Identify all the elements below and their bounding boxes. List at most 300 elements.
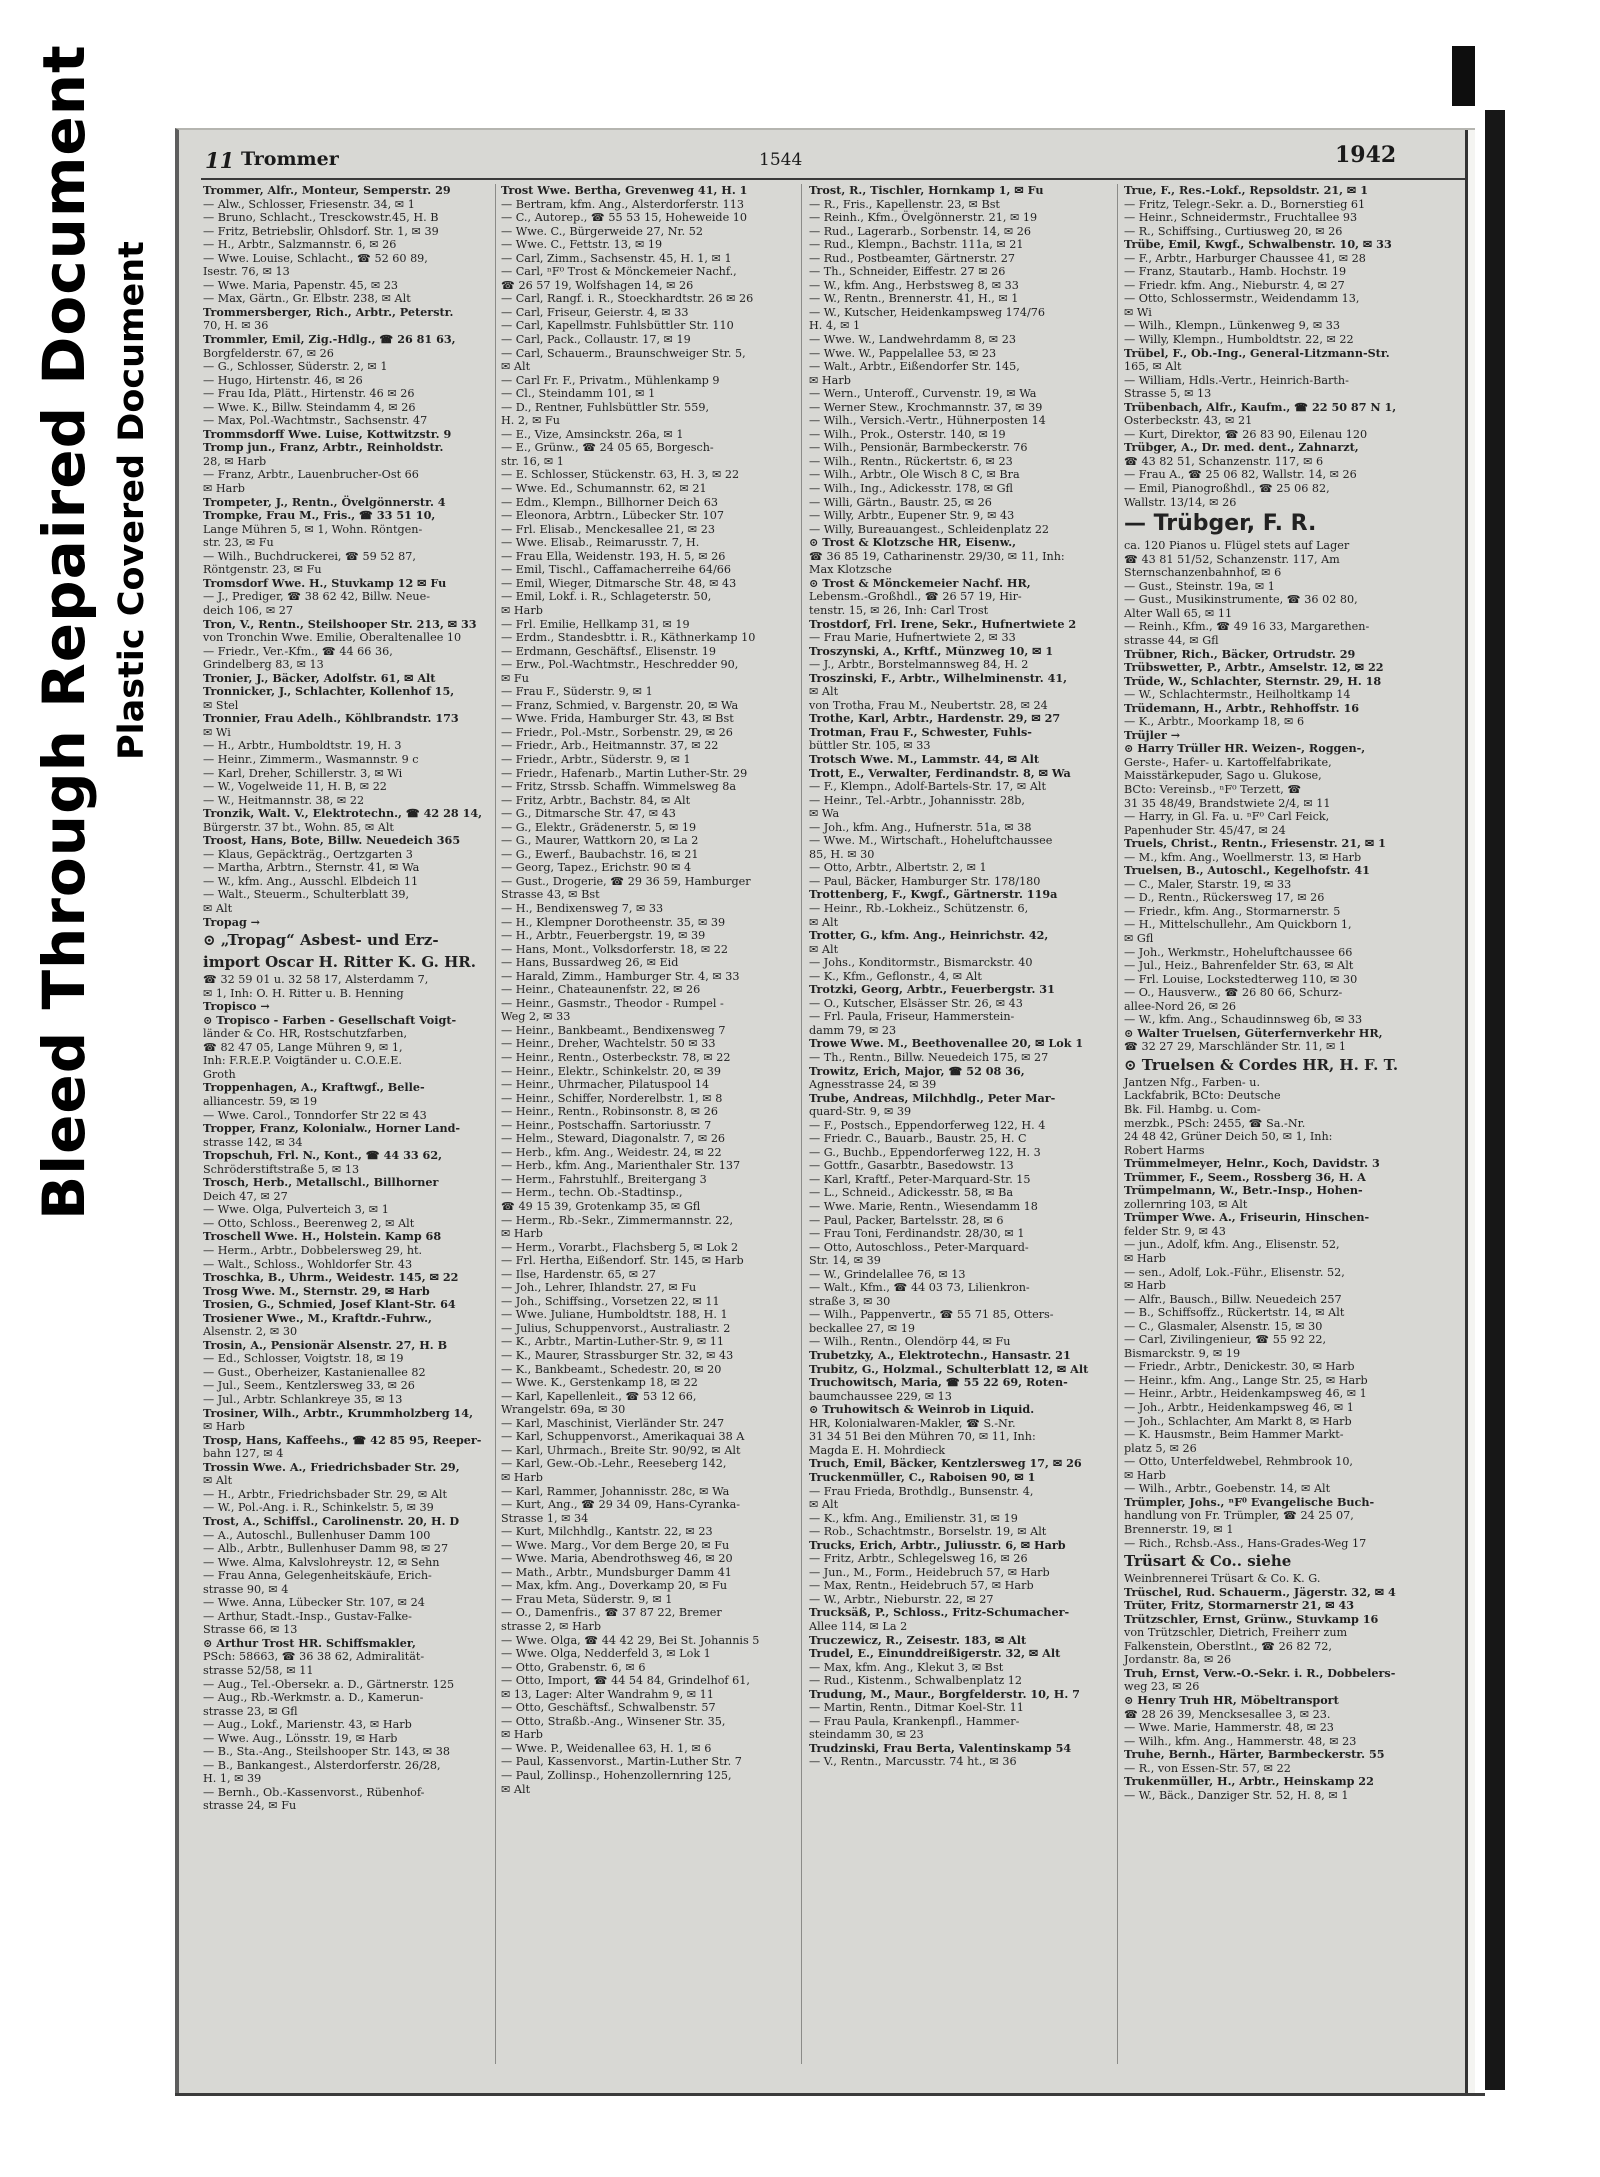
directory-entry: — Heinr., Gasmstr., Theodor - Rumpel - xyxy=(501,996,724,1010)
directory-entry: — G., Ditmarsche Str. 47, ✉ 43 xyxy=(501,807,676,821)
directory-entry: — Frl. Hertha, Eißendorf. Str. 145, ✉ Harb xyxy=(501,1254,744,1268)
directory-entry: — Joh., Schlachter, Am Markt 8, ✉ Harb xyxy=(1124,1414,1352,1428)
directory-entry: ✉ Harb xyxy=(501,1728,543,1742)
header-rule xyxy=(201,178,1465,180)
directory-entry: Lebensm.-Großhdl., ☎ 26 57 19, Hir- xyxy=(809,590,1022,604)
directory-entry: — Jul., Seem., Kentzlersweg 33, ✉ 26 xyxy=(203,1379,415,1393)
directory-entry: weg 23, ✉ 26 xyxy=(1124,1680,1200,1694)
directory-entry: tenstr. 15, ✉ 26, Inh: Carl Trost xyxy=(809,603,989,617)
directory-entry: — F., Klempn., Adolf-Bartels-Str. 17, ✉ Alt xyxy=(809,780,1046,794)
directory-entry: Tromsdorf Wwe. H., Stuvkamp 12 ✉ Fu xyxy=(203,575,447,590)
directory-entry: — Emil, Pianogroßhdl., ☎ 25 06 82, xyxy=(1124,482,1330,496)
directory-entry: str. 23, ✉ Fu xyxy=(203,536,274,550)
directory-entry: — Th., Rentn., Billw. Neuedeich 175, ✉ 27 xyxy=(809,1051,1049,1064)
directory-entry: ☎ 49 15 39, Grotenkamp 35, ✉ Gfl xyxy=(501,1200,701,1214)
directory-entry: Trudel, E., Einunddreißigerstr. 32, ✉ Alt xyxy=(809,1646,1061,1661)
directory-entry: platz 5, ✉ 26 xyxy=(1124,1441,1197,1455)
directory-entry: — Heinr., Tel.-Arbtr., Johannisstr. 28b, xyxy=(809,793,1025,807)
directory-entry: — W., kfm. Ang., Schaudinnsweg 6b, ✉ 33 xyxy=(1124,1013,1363,1027)
directory-entry: ✉ 13, Lager: Alter Wandrahm 9, ✉ 11 xyxy=(501,1687,714,1701)
directory-entry: Max Klotzsche xyxy=(809,563,892,577)
directory-entry: — Wwe. Aug., Lönsstr. 19, ✉ Harb xyxy=(203,1731,398,1745)
directory-entry: — Gottfr., Gasarbtr., Basedowstr. 13 xyxy=(809,1159,1014,1173)
directory-entry: Truels, Christ., Rentn., Friesenstr. 21, ✉ 1 xyxy=(1124,836,1386,851)
directory-entry: — Ed., Schlosser, Voigtstr. 18, ✉ 19 xyxy=(203,1352,404,1366)
directory-column-4 xyxy=(1124,184,1424,1802)
directory-entry: — Wwe. Maria, Abendrothsweg 46, ✉ 20 xyxy=(501,1552,733,1566)
directory-entry: str. 16, ✉ 1 xyxy=(501,454,564,468)
running-head-name: Trommer xyxy=(241,148,339,170)
directory-entry: Trudzinski, Frau Berta, Valentinskamp 54 xyxy=(809,1740,1072,1755)
directory-entry: Trompke, Frau M., Fris., ☎ 33 51 10, xyxy=(203,508,436,523)
directory-entry: — Gust., Steinstr. 19a, ✉ 1 xyxy=(1124,579,1275,593)
directory-entry: Trosg Wwe. M., Sternstr. 29, ✉ Harb xyxy=(203,1283,430,1298)
directory-entry: — Wwe. Marg., Vor dem Berge 20, ✉ Fu xyxy=(501,1538,730,1552)
directory-entry: von Trützschler, Dietrich, Freiherr zum xyxy=(1124,1626,1348,1640)
directory-entry: Trübel, F., Ob.-Ing., General-Litzmann-Str. xyxy=(1124,345,1390,360)
directory-entry: baumchaussee 229, ✉ 13 xyxy=(809,1389,952,1403)
directory-entry: Gerste-, Hafer- u. Kartoffelfabrikate, xyxy=(1124,755,1332,769)
directory-entry: — Frau Paula, Krankenpfl., Hammer- xyxy=(809,1714,1020,1728)
directory-entry: alliancestr. 59, ✉ 19 xyxy=(203,1095,318,1108)
directory-entry: — sen., Adolf, Lok.-Führ., Elisenstr. 52, xyxy=(1124,1265,1345,1279)
directory-entry: — Wwe. K., Gerstenkamp 18, ✉ 22 xyxy=(501,1376,698,1390)
directory-entry: — Reinh., Kfm., Övelgönnerstr. 21, ✉ 19 xyxy=(809,211,1038,225)
directory-entry: Trümpler, Johs., ⁿF⁰ Evangelische Buch- xyxy=(1124,1494,1375,1509)
directory-entry: — Heinr., kfm. Ang., Lange Str. 25, ✉ Harb xyxy=(1124,1373,1368,1387)
directory-entry: — Max, kfm. Ang., Klekut 3, ✉ Bst xyxy=(809,1660,1004,1674)
directory-entry: — Aug., Lokf., Marienstr. 43, ✉ Harb xyxy=(203,1718,412,1732)
directory-entry: — Frau Anna, Gelegenheitskäufe, Erich- xyxy=(203,1569,432,1583)
directory-entry: — Heinr., Chateaunenfstr. 22, ✉ 26 xyxy=(501,983,701,997)
directory-entry: Tropag → xyxy=(203,914,261,929)
directory-entry: ✉ Harb xyxy=(501,603,543,617)
directory-entry: — Willy, Klempn., Humboldtstr. 22, ✉ 22 xyxy=(1124,333,1354,347)
directory-entry: — Bruno, Schlacht., Tresckowstr.45, H. B xyxy=(203,211,439,225)
directory-entry: ✉ Harb xyxy=(501,1470,543,1484)
binding-edge xyxy=(1485,110,1505,2090)
directory-entry: — K., kfm. Ang., Emilienstr. 31, ✉ 19 xyxy=(809,1511,1018,1525)
directory-entry: — Franz, Schmied, v. Bargenstr. 20, ✉ Wa xyxy=(501,698,739,712)
directory-entry: — Herm., Fahrstuhlf., Breitergang 3 xyxy=(501,1172,707,1186)
directory-entry: Troschell Wwe. H., Holstein. Kamp 68 xyxy=(203,1229,442,1244)
directory-entry: — Herm., Arbtr., Dobbelersweg 29, ht. xyxy=(203,1244,423,1258)
directory-entry: ✉ Alt xyxy=(501,1782,531,1796)
directory-entry: ✉ Alt xyxy=(501,360,531,374)
directory-entry: — Wwe. M., Wirtschaft., Hoheluftchaussee xyxy=(809,834,1053,848)
directory-entry: ✉ Harb xyxy=(203,1420,245,1434)
directory-entry: Trommler, Emil, Zig.-Hdlg., ☎ 26 81 63, xyxy=(203,332,456,347)
directory-entry: — Werner Stew., Krochmannstr. 37, ✉ 39 xyxy=(809,400,1043,414)
directory-entry: — Joh., Arbtr., Heidenkampsweg 46, ✉ 1 xyxy=(1124,1401,1354,1415)
directory-entry: — Emil, Tischl., Caffamacherreihe 64/66 xyxy=(501,563,732,577)
directory-entry: — O., Kutscher, Elsässer Str. 26, ✉ 43 xyxy=(809,996,1023,1010)
directory-entry: ✉ Harb xyxy=(1124,1252,1166,1266)
directory-column-2 xyxy=(501,184,791,1796)
directory-entry: — G., Schlosser, Süderstr. 2, ✉ 1 xyxy=(203,360,388,374)
directory-entry: Brennerstr. 19, ✉ 1 xyxy=(1124,1522,1234,1536)
directory-entry: H. 1, ✉ 39 xyxy=(203,1772,262,1786)
directory-entry: strasse 2, ✉ Harb xyxy=(501,1619,602,1633)
directory-entry: 165, ✉ Alt xyxy=(1124,360,1182,374)
directory-entry: Trostdorf, Frl. Irene, Sekr., Hufnertwiete 2 xyxy=(809,616,1077,631)
directory-entry: ☎ 32 27 29, Marschländer Str. 11, ✉ 1 xyxy=(1124,1040,1347,1054)
directory-entry: — Frau Marie, Hufnertwiete 2, ✉ 33 xyxy=(809,631,1016,645)
directory-entry: — Rud., Kistenm., Schwalbenplatz 12 xyxy=(809,1674,1023,1688)
directory-entry: — H., Klempner Dorotheenstr. 35, ✉ 39 xyxy=(501,915,726,929)
directory-entry: — Wilh., Pappenvertr., ☎ 55 71 85, Otters- xyxy=(809,1308,1054,1322)
directory-entry: — Wwe. W., Landwehrdamm 8, ✉ 23 xyxy=(809,333,1016,347)
directory-entry: ⊙ Walter Truelsen, Güterfernverkehr HR, xyxy=(1124,1025,1383,1040)
directory-entry: — Joh., kfm. Ang., Hufnerstr. 51a, ✉ 38 xyxy=(809,820,1032,834)
directory-entry: Tropper, Franz, Kolonialw., Horner Land- xyxy=(203,1121,461,1136)
directory-entry: ✉ Fu xyxy=(501,671,529,685)
directory-entry: — Friedr., Hafenarb., Martin Luther-Str. 29 xyxy=(501,766,748,780)
directory-entry: — J., Arbtr., Borstelmannsweg 84, H. 2 xyxy=(809,658,1029,672)
directory-entry: — Karl, Maschinist, Vierländer Str. 247 xyxy=(501,1416,725,1430)
directory-entry: — Carl, Schauerm., Braunschweiger Str. 5, xyxy=(501,346,746,360)
directory-entry: Trümmelmeyer, Helnr., Koch, Davidstr. 3 xyxy=(1124,1156,1380,1171)
directory-entry: — H., Arbtr., Feuerbergstr. 19, ✉ 39 xyxy=(501,929,706,943)
directory-entry: — Th., Schneider, Eiffestr. 27 ✉ 26 xyxy=(809,265,1006,279)
directory-entry: — H., Arbtr., Humboldtstr. 19, H. 3 xyxy=(203,739,402,753)
directory-entry: Trott, E., Verwalter, Ferdinandstr. 8, ✉ Wa xyxy=(809,765,1071,780)
directory-entry: strasse 52/58, ✉ 11 xyxy=(203,1663,314,1677)
directory-entry: deich 106, ✉ 27 xyxy=(203,603,294,617)
directory-entry: — Alw., Schlosser, Friesenstr. 34, ✉ 1 xyxy=(203,197,415,211)
directory-entry: — Heinr., Arbtr., Heidenkampsweg 46, ✉ 1 xyxy=(1124,1387,1367,1401)
directory-entry: — W., Schlachtermstr., Heilholtkamp 14 xyxy=(1124,688,1351,702)
directory-entry: Trübe, Emil, Kwgf., Schwalbenstr. 10, ✉ 33 xyxy=(1124,237,1392,252)
directory-entry: — Wwe. Anna, Lübecker Str. 107, ✉ 24 xyxy=(203,1596,425,1610)
directory-entry: Isestr. 76, ✉ 13 xyxy=(203,265,290,279)
directory-entry: — W., Bäck., Danziger Str. 52, H. 8, ✉ 1 xyxy=(1124,1788,1349,1802)
directory-entry: Trüter, Fritz, Stormarnerstr 21, ✉ 43 xyxy=(1124,1598,1355,1613)
directory-entry: Str. 14, ✉ 39 xyxy=(809,1254,881,1268)
directory-entry: — Hans, Bussardweg 26, ✉ Eid xyxy=(501,956,679,970)
directory-entry: — Martin, Rentn., Ditmar Koel-Str. 11 xyxy=(809,1701,1024,1715)
directory-entry: Trübger, A., Dr. med. dent., Zahnarzt, xyxy=(1124,440,1359,455)
directory-entry: Trost Wwe. Bertha, Grevenweg 41, H. 1 xyxy=(501,183,748,197)
page-header xyxy=(179,130,1465,180)
bleed-through-repaired-label xyxy=(30,44,98,1220)
directory-entry: strasse 90, ✉ 4 xyxy=(203,1582,289,1596)
directory-entry: — Walt., Arbtr., Eißendorfer Str. 145, xyxy=(809,360,1020,374)
directory-entry: Deich 47, ✉ 27 xyxy=(203,1189,288,1203)
directory-entry: — Otto, Autoschloss., Peter-Marquard- xyxy=(809,1240,1029,1254)
directory-entry: — Frl. Louise, Lockstedterweg 110, ✉ 30 xyxy=(1124,972,1358,986)
directory-entry: — E., Grünw., ☎ 24 05 65, Borgesch- xyxy=(501,441,714,455)
directory-entry: — R., Fris., Kapellenstr. 23, ✉ Bst xyxy=(809,197,1000,211)
directory-entry: — Rob., Schachtmstr., Borselstr. 19, ✉ Alt xyxy=(809,1525,1047,1539)
directory-entry: Tron, V., Rentn., Steilshooper Str. 213, ✉ 33 xyxy=(203,616,477,631)
directory-entry: ☎ 26 57 19, Wolfshagen 14, ✉ 26 xyxy=(501,278,694,292)
directory-entry: Osterbeckstr. 43, ✉ 21 xyxy=(1124,414,1253,428)
directory-entry: — Gust., Musikinstrumente, ☎ 36 02 80, xyxy=(1124,593,1358,607)
directory-entry: — Otto, Unterfeldwebel, Rehmbrook 10, xyxy=(1124,1455,1353,1469)
directory-entry: — Heinr., Schneidermstr., Fruchtallee 93 xyxy=(1124,211,1358,225)
directory-entry: Alter Wall 65, ✉ 11 xyxy=(1124,606,1233,620)
directory-entry: bahn 127, ✉ 4 xyxy=(203,1447,284,1461)
directory-entry: — Carl, Zivilingenieur, ☎ 55 92 22, xyxy=(1124,1333,1327,1347)
directory-entry: — G., Ewerf., Baubachstr. 16, ✉ 21 xyxy=(501,847,699,861)
directory-entry: 31 34 51 Bei den Mühren 70, ✉ 11, Inh: xyxy=(809,1430,1036,1444)
directory-entry: Strasse 66, ✉ 13 xyxy=(203,1623,298,1637)
directory-entry: — Aug., Rb.-Werkmstr. a. D., Kamerun- xyxy=(203,1691,424,1705)
column-divider xyxy=(495,184,496,2064)
directory-entry: — Herm., techn. Ob.-Stadtinsp., xyxy=(501,1186,683,1200)
directory-entry: von Trotha, Frau M., Neubertstr. 28, ✉ 24 xyxy=(809,698,1048,712)
directory-entry: — B., Sta.-Ang., Steilshooper Str. 143, ✉ 38 xyxy=(203,1745,450,1759)
directory-entry: — Reinh., Kfm., ☎ 49 16 33, Margarethen- xyxy=(1124,620,1370,634)
directory-entry: — L., Schneid., Adickesstr. 58, ✉ Ba xyxy=(809,1186,1014,1200)
directory-entry: ✉ Alt xyxy=(203,1474,233,1488)
directory-entry: — Klaus, Gepäckträg., Oertzgarten 3 xyxy=(203,847,413,861)
directory-entry: — Wwe. Marie, Rentn., Wiesendamm 18 xyxy=(809,1200,1038,1214)
directory-entry: — Wilh., Arbtr., Goebenstr. 14, ✉ Alt xyxy=(1124,1482,1331,1496)
directory-entry: — H., Arbtr., Salzmannstr. 6, ✉ 26 xyxy=(203,238,397,252)
directory-entry: ☎ 36 85 19, Catharinenstr. 29/30, ✉ 11, Inh: xyxy=(809,549,1065,563)
directory-entry: Trümper Wwe. A., Friseurin, Hinschen- xyxy=(1124,1210,1370,1225)
directory-entry: — Heinr., Bankbeamt., Bendixensweg 7 xyxy=(501,1023,726,1037)
directory-entry: Tropisco → xyxy=(203,999,270,1014)
column-divider xyxy=(1117,184,1118,2064)
directory-entry: — Wwe. Juliane, Humboldtstr. 188, H. 1 xyxy=(501,1308,728,1322)
directory-entry: — W., Kutscher, Heidenkampsweg 174/76 xyxy=(809,305,1046,319)
directory-entry: — Hans, Mont., Volksdorferstr. 18, ✉ 22 xyxy=(501,942,729,956)
directory-entry: steindamm 30, ✉ 23 xyxy=(809,1728,924,1742)
directory-entry: ✉ Harb xyxy=(203,482,245,496)
directory-entry: — Wwe. Olga, Pulverteich 3, ✉ 1 xyxy=(203,1203,389,1217)
page-number: 1544 xyxy=(759,150,803,170)
directory-entry: Allee 114, ✉ La 2 xyxy=(809,1619,908,1633)
directory-entry: — William, Hdls.-Vertr., Heinrich-Barth- xyxy=(1124,373,1349,387)
directory-entry: Trübner, Rich., Bäcker, Ortrudstr. 29 xyxy=(1124,646,1356,661)
directory-entry: Truckenmüller, C., Raboisen 90, ✉ 1 xyxy=(809,1469,1036,1484)
directory-entry: — Karl, Dreher, Schillerstr. 3, ✉ Wi xyxy=(203,766,403,780)
directory-entry: — Heinr., Rb.-Lokheiz., Schützenstr. 6, xyxy=(809,901,1029,915)
directory-entry: — Harry, in Gl. Fa. u. ⁿF⁰ Carl Feick, xyxy=(1124,810,1330,824)
directory-entry: 85, H. ✉ 30 xyxy=(809,847,875,861)
directory-entry: Trotzki, Georg, Arbtr., Feuerbergstr. 31 xyxy=(809,982,1055,997)
directory-entry: — Julius, Schuppenvorst., Australiastr. 2 xyxy=(501,1321,731,1335)
directory-entry: Trudung, M., Maur., Borgfelderstr. 10, H. 7 xyxy=(809,1686,1080,1701)
directory-entry: — Wilh., Buchdruckerei, ☎ 59 52 87, xyxy=(203,549,416,563)
directory-entry: — Kurt, Milchhdlg., Kantstr. 22, ✉ 23 xyxy=(501,1525,713,1539)
directory-entry: — Carl, Rangf. i. R., Stoeckhardtstr. 26 ✉ 26 xyxy=(501,292,754,306)
directory-entry: Trotman, Frau F., Schwester, Fuhls- xyxy=(809,724,1032,739)
directory-entry: ✉ Alt xyxy=(809,1498,839,1512)
directory-entry: — Max, Pol.-Wachtmstr., Sachsenstr. 47 xyxy=(203,414,428,428)
directory-entry: — Fritz, Telegr.-Sekr. a. D., Bornerstieg 61 xyxy=(1124,197,1366,211)
directory-entry: H. 2, ✉ Fu xyxy=(501,414,560,428)
directory-entry: ✉ Alt xyxy=(809,942,839,956)
directory-entry: Trost, A., Schiffsl., Carolinenstr. 20, H. D xyxy=(203,1513,460,1528)
directory-entry: Trosp, Hans, Kaffeehs., ☎ 42 85 95, Reeper- xyxy=(203,1432,482,1447)
directory-entry: Tronnier, Frau Adelh., Köhlbrandstr. 173 xyxy=(203,711,459,726)
directory-entry: — Bertram, kfm. Ang., Alsterdorferstr. 113 xyxy=(501,197,744,211)
directory-entry: ⊙ Harry Trüller HR. Weizen-, Roggen-, xyxy=(1124,741,1366,756)
directory-entry: — E. Schlosser, Stückenstr. 63, H. 3, ✉ 22 xyxy=(501,468,740,482)
directory-entry: — Karl, Uhrmach., Breite Str. 90/92, ✉ Alt xyxy=(501,1443,741,1457)
directory-entry: Truchowitsch, Maria, ☎ 55 22 69, Roten- xyxy=(809,1375,1068,1390)
directory-entry: — V., Rentn., Marcusstr. 74 ht., ✉ 36 xyxy=(809,1755,1017,1769)
directory-entry: Trowe Wwe. M., Beethovenallee 20, ✉ Lok 1 xyxy=(809,1036,1084,1051)
directory-entry: — K., Arbtr., Martin-Luther-Str. 9, ✉ 11 xyxy=(501,1335,725,1349)
directory-entry: — D., Rentner, Fuhlsbüttler Str. 559, xyxy=(501,400,710,414)
directory-entry: — Friedr., Arb., Heitmannstr. 37, ✉ 22 xyxy=(501,739,719,753)
directory-entry: — Joh., Werkmstr., Hoheluftchaussee 66 xyxy=(1124,945,1353,959)
directory-entry: Groth xyxy=(203,1067,236,1081)
directory-entry: Trukenmüller, H., Arbtr., Heinskamp 22 xyxy=(1124,1774,1374,1789)
directory-entry: Trüjler → xyxy=(1124,727,1181,742)
directory-entry: — Frau Meta, Süderstr. 9, ✉ 1 xyxy=(501,1592,673,1606)
directory-entry: Trubitz, G., Holzmal., Schulterblatt 12, ✉ Alt xyxy=(809,1361,1089,1376)
page-bottom-edge xyxy=(175,2093,1485,2096)
directory-entry: Troost, Hans, Bote, Billw. Neuedeich 365 xyxy=(203,833,461,848)
directory-entry: Tronier, J., Bäcker, Adolfstr. 61, ✉ Alt xyxy=(203,670,436,685)
directory-entry: — Karl, Schuppenvorst., Amerikaquai 38 A xyxy=(501,1430,745,1444)
directory-entry: ⊙ Arthur Trost HR. Schiffsmakler, xyxy=(203,1635,416,1650)
directory-entry: — Wilh., kfm. Ang., Hammerstr. 48, ✉ 23 xyxy=(1124,1734,1357,1748)
directory-entry: Tronzik, Walt. V., Elektrotechn., ☎ 42 28 14, xyxy=(203,806,483,821)
directory-entry: — H., Mittelschullehr., Am Quickborn 1, xyxy=(1124,918,1352,932)
directory-entry: — Jul., Heiz., Bahrenfelder Str. 63, ✉ Alt xyxy=(1124,959,1354,973)
directory-entry: — Gust., Oberheizer, Kastanienallee 82 xyxy=(203,1365,426,1379)
directory-entry: — Rich., Rchsb.-Ass., Hans-Grades-Weg 17 xyxy=(1124,1536,1367,1550)
directory-entry: — Heinr., Rentn., Robinsonstr. 8, ✉ 26 xyxy=(501,1105,718,1119)
directory-entry: Trossin Wwe. A., Friedrichsbader Str. 29, xyxy=(203,1459,460,1474)
directory-entry: Truh, Ernst, Verw.-O.-Sekr. i. R., Dobbelers- xyxy=(1124,1665,1396,1680)
directory-entry: — Aug., Tel.-Obersekr. a. D., Gärtnerstr. 125 xyxy=(203,1677,455,1691)
directory-entry: ⊙ Trost & Klotzsche HR, Eisenw., xyxy=(809,535,1016,550)
directory-entry: — Wwe. Frida, Hamburger Str. 43, ✉ Bst xyxy=(501,712,734,726)
directory-entry: — Max, kfm. Ang., Doverkamp 20, ✉ Fu xyxy=(501,1579,728,1593)
directory-entry: Tromp jun., Franz, Arbtr., Reinholdstr. xyxy=(203,440,444,455)
directory-entry: felder Str. 9, ✉ 43 xyxy=(1124,1224,1226,1238)
directory-entry: Truczewicz, R., Zeisestr. 183, ✉ Alt xyxy=(809,1632,1027,1647)
directory-entry: Trottenberg, F., Kwgf., Gärtnerstr. 119a xyxy=(809,887,1058,902)
directory-entry: — Math., Arbtr., Mundsburger Damm 41 xyxy=(501,1565,732,1579)
directory-entry: ✉ Wi xyxy=(203,725,231,739)
directory-entry: Strasse 1, ✉ 34 xyxy=(501,1511,589,1525)
directory-entry: ☎ 82 47 05, Lange Mühren 9, ✉ 1, xyxy=(203,1040,403,1054)
directory-entry: ✉ Alt xyxy=(809,685,839,699)
directory-entry: — Wwe. C., Bürgerweide 27, Nr. 52 xyxy=(501,224,704,238)
directory-entry: — Wilh., Arbtr., Ole Wisch 8 C, ✉ Bra xyxy=(809,468,1020,482)
directory-entry: — Otto, Grabenstr. 6, ✉ 6 xyxy=(501,1660,646,1674)
directory-entry: — Frau Frieda, Brothdlg., Bunsenstr. 4, xyxy=(809,1484,1034,1498)
directory-entry: — F., Postsch., Eppendorferweg 122, H. 4 xyxy=(809,1118,1046,1132)
directory-entry: Wrangelstr. 69a, ✉ 30 xyxy=(501,1403,626,1417)
directory-entry: import Oscar H. Ritter K. G. HR. xyxy=(203,953,476,972)
directory-entry: — Otto, Schloss., Beerenweg 2, ✉ Alt xyxy=(203,1216,415,1230)
directory-entry: — Wilh., Klempn., Lünkenweg 9, ✉ 33 xyxy=(1124,319,1341,333)
directory-entry: Grindelberg 83, ✉ 13 xyxy=(203,658,324,672)
directory-entry: — Carl, ⁿF⁰ Trost & Mönckemeier Nachf., xyxy=(501,265,737,279)
directory-entry: — W., kfm. Ang., Herbstsweg 8, ✉ 33 xyxy=(809,278,1019,292)
directory-entry: — Erdm., Standesbttr. i. R., Käthnerkamp 10 xyxy=(501,631,756,645)
directory-entry: — Jul., Arbtr. Schlankreye 35, ✉ 13 xyxy=(203,1393,403,1407)
directory-entry: — Wwe. Carol., Tonndorfer Str 22 ✉ 43 xyxy=(203,1108,427,1122)
directory-entry: Trümpelmann, W., Betr.-Insp., Hohen- xyxy=(1124,1183,1363,1198)
directory-entry: — Otto, Geschäftsf., Schwalbenstr. 57 xyxy=(501,1701,716,1715)
directory-entry: ⊙ Truelsen & Cordes HR, H. F. T. xyxy=(1124,1055,1399,1074)
directory-entry: Truelsen, B., Autoschl., Kegelhofstr. 41 xyxy=(1124,863,1370,878)
directory-entry: — Trübger, F. R. xyxy=(1124,511,1317,537)
directory-entry: Falkenstein, Oberstlnt., ☎ 26 82 72, xyxy=(1124,1639,1332,1653)
directory-entry: quard-Str. 9, ✉ 39 xyxy=(809,1105,912,1119)
directory-entry: — Herm., Vorarbt., Flachsberg 5, ✉ Lok 2 xyxy=(501,1240,739,1254)
directory-entry: — Friedr., kfm. Ang., Stormarnerstr. 5 xyxy=(1124,904,1341,918)
directory-entry: Trosien, G., Schmied, Josef Klant-Str. 64 xyxy=(203,1297,456,1312)
directory-entry: ✉ Stel xyxy=(203,698,239,712)
directory-entry: BCto: Vereinsb., ⁿF⁰ Terzett, ☎ xyxy=(1124,782,1302,796)
directory-entry: — Wwe. K., Billw. Steindamm 4, ✉ 26 xyxy=(203,400,416,414)
directory-entry: 31 35 48/49, Brandstwiete 2/4, ✉ 11 xyxy=(1124,796,1331,810)
directory-entry: Trüschel, Rud. Schauerm., Jägerstr. 32, ✉ 4 xyxy=(1124,1584,1396,1599)
directory-entry: Truhe, Bernh., Härter, Barmbeckerstr. 55 xyxy=(1124,1747,1385,1762)
directory-entry: Lackfabrik, BCto: Deutsche xyxy=(1124,1089,1281,1103)
directory-entry: — H., Bendixensweg 7, ✉ 33 xyxy=(501,901,664,915)
directory-entry: — Walt., Kfm., ☎ 44 03 73, Lilienkron- xyxy=(809,1281,1030,1295)
directory-entry: — W., Pol.-Ang. i. R., Schinkelstr. 5, ✉ 39 xyxy=(203,1501,434,1515)
directory-entry: Alsenstr. 2, ✉ 30 xyxy=(203,1325,298,1339)
directory-entry: — Wwe. Olga, ☎ 44 42 29, Bei St. Johannis 5 xyxy=(501,1633,760,1647)
directory-entry: Trützschler, Ernst, Grünw., Stuvkamp 16 xyxy=(1124,1611,1379,1626)
directory-entry: True, F., Res.-Lokf., Repsoldstr. 21, ✉ 1 xyxy=(1124,183,1368,197)
directory-entry: Truch, Emil, Bäcker, Kentzlersweg 17, ✉ 26 xyxy=(809,1456,1082,1471)
directory-entry: Jantzen Nfg., Farben- u. xyxy=(1124,1075,1260,1089)
directory-entry: — Friedr., Arbtr., Süderstr. 9, ✉ 1 xyxy=(501,752,691,766)
directory-entry: — O., Hausverw., ☎ 26 80 66, Schurz- xyxy=(1124,986,1343,1000)
directory-entry: — W., kfm. Ang., Ausschl. Elbdeich 11 xyxy=(203,874,419,888)
directory-entry: — Frau Ida, Plätt., Hirtenstr. 46 ✉ 26 xyxy=(203,387,415,401)
directory-entry: Jordanstr. 8a, ✉ 26 xyxy=(1124,1653,1232,1667)
directory-entry: Weinbrennerei Trüsart & Co. K. G. xyxy=(1124,1572,1321,1586)
directory-entry: HR, Kolonialwaren-Makler, ☎ S.-Nr. xyxy=(809,1416,1016,1430)
directory-entry: — Erdmann, Geschäftsf., Elisenstr. 19 xyxy=(501,644,717,658)
directory-entry: Trosch, Herb., Metallschl., Billhorner xyxy=(203,1175,439,1190)
directory-entry: — Gust., Drogerie, ☎ 29 36 59, Hamburger xyxy=(501,874,751,888)
directory-entry: strasse 23, ✉ Gfl xyxy=(203,1704,298,1718)
directory-entry: handlung von Fr. Trümpler, ☎ 24 25 07, xyxy=(1124,1509,1354,1523)
directory-entry: Robert Harms xyxy=(1124,1143,1205,1157)
directory-entry: Trübenbach, Alfr., Kaufm., ☎ 22 50 87 N 1, xyxy=(1124,399,1397,414)
directory-entry: — Frl. Emilie, Hellkamp 31, ✉ 19 xyxy=(501,617,690,631)
directory-entry: — W., Vogelweide 11, H. B, ✉ 22 xyxy=(203,780,387,794)
directory-entry: — Erw., Pol.-Wachtmstr., Heschredder 90, xyxy=(501,658,739,672)
directory-entry: beckallee 27, ✉ 19 xyxy=(809,1321,915,1335)
directory-entry: Wallstr. 13/14, ✉ 26 xyxy=(1124,495,1237,509)
directory-entry: — Frl. Paula, Friseur, Hammerstein- xyxy=(809,1010,1015,1024)
directory-entry: Trowitz, Erich, Major, ☎ 52 08 36, xyxy=(809,1063,1025,1078)
directory-entry: Trüsart & Co.. siehe xyxy=(1124,1552,1292,1571)
directory-entry: — Friedr., Pol.-Mstr., Sorbenstr. 29, ✉ 26 xyxy=(501,725,733,739)
directory-entry: strasse 44, ✉ Gfl xyxy=(1124,633,1219,647)
directory-entry: Trube, Andreas, Milchhdlg., Peter Mar- xyxy=(809,1090,1056,1105)
directory-entry: — Hugo, Hirtenstr. 46, ✉ 26 xyxy=(203,373,363,387)
directory-entry: Magda E. H. Mohrdieck xyxy=(809,1443,945,1457)
directory-entry: — Johs., Konditormstr., Bismarckstr. 40 xyxy=(809,956,1033,970)
directory-entry: ✉ Harb xyxy=(1124,1279,1166,1293)
directory-entry: — Heinr., Schiffer, Norderelbstr. 1, ✉ 8 xyxy=(501,1091,723,1105)
directory-entry: — Frau Ella, Weidenstr. 193, H. 5, ✉ 26 xyxy=(501,549,726,563)
directory-entry: — Karl, Rammer, Johannisstr. 28c, ✉ Wa xyxy=(501,1484,730,1498)
directory-entry: — Karl, Kapellenleit., ☎ 53 12 66, xyxy=(501,1389,697,1403)
directory-entry: — Willy, Arbtr., Eupener Str. 9, ✉ 43 xyxy=(809,509,1015,523)
plastic-covered-label: Plastic Covered Document xyxy=(112,241,152,760)
